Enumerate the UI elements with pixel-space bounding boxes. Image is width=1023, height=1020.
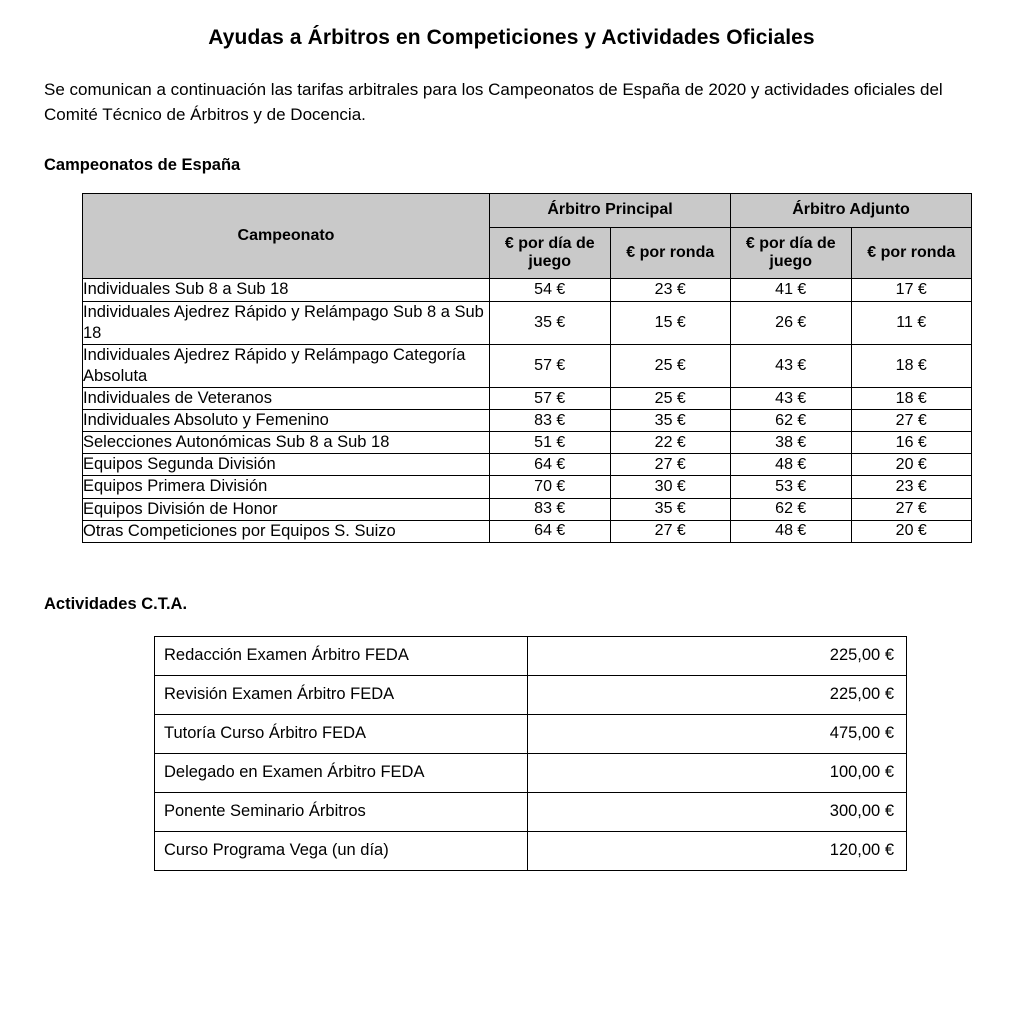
table-row bbox=[83, 344, 972, 387]
header-group-adjunto: Árbitro Adjunto bbox=[731, 194, 972, 227]
row-value: 35 € bbox=[610, 410, 731, 432]
row-value: 18 € bbox=[851, 388, 972, 410]
activity-amount: 300,00 € bbox=[528, 792, 907, 831]
table-row bbox=[83, 301, 972, 344]
championships-table bbox=[82, 193, 972, 542]
activity-label: Redacción Examen Árbitro FEDA bbox=[155, 636, 528, 675]
table-row bbox=[83, 279, 972, 301]
header-principal-dia: € por día de juego bbox=[490, 227, 611, 279]
row-value: 25 € bbox=[610, 344, 731, 387]
row-label: Otras Competiciones por Equipos S. Suizo bbox=[83, 520, 490, 542]
row-value: 48 € bbox=[731, 520, 852, 542]
row-value: 43 € bbox=[731, 388, 852, 410]
activity-amount: 225,00 € bbox=[528, 636, 907, 675]
row-value: 62 € bbox=[731, 410, 852, 432]
row-value: 17 € bbox=[851, 279, 972, 301]
header-adjunto-ronda: € por ronda bbox=[851, 227, 972, 279]
row-label: Individuales Ajedrez Rápido y Relámpago Categoría Absoluta bbox=[83, 344, 490, 387]
row-label: Individuales Sub 8 a Sub 18 bbox=[83, 279, 490, 301]
row-value: 22 € bbox=[610, 432, 731, 454]
row-value: 23 € bbox=[851, 476, 972, 498]
section-heading-championships: Campeonatos de España bbox=[44, 156, 241, 175]
activities-table-body bbox=[155, 636, 907, 870]
table-row bbox=[83, 454, 972, 476]
activity-amount: 225,00 € bbox=[528, 675, 907, 714]
row-value: 35 € bbox=[490, 301, 611, 344]
row-value: 53 € bbox=[731, 476, 852, 498]
header-campeonato: Campeonato bbox=[83, 194, 490, 279]
row-value: 27 € bbox=[851, 410, 972, 432]
row-value: 57 € bbox=[490, 388, 611, 410]
row-value: 83 € bbox=[490, 410, 611, 432]
row-value: 54 € bbox=[490, 279, 611, 301]
row-value: 70 € bbox=[490, 476, 611, 498]
activity-amount: 100,00 € bbox=[528, 753, 907, 792]
row-value: 18 € bbox=[851, 344, 972, 387]
header-principal-ronda: € por ronda bbox=[610, 227, 731, 279]
list-item bbox=[155, 792, 907, 831]
championships-table-body bbox=[83, 279, 972, 542]
table-row bbox=[83, 410, 972, 432]
row-value: 27 € bbox=[610, 520, 731, 542]
row-value: 57 € bbox=[490, 344, 611, 387]
table-header-row-groups bbox=[83, 194, 972, 227]
championships-table-wrapper bbox=[82, 193, 979, 542]
row-value: 38 € bbox=[731, 432, 852, 454]
activity-label: Revisión Examen Árbitro FEDA bbox=[155, 675, 528, 714]
row-label: Equipos Segunda División bbox=[83, 454, 490, 476]
row-value: 83 € bbox=[490, 498, 611, 520]
list-item bbox=[155, 636, 907, 675]
row-value: 27 € bbox=[610, 454, 731, 476]
table-row bbox=[83, 498, 972, 520]
row-value: 35 € bbox=[610, 498, 731, 520]
row-value: 11 € bbox=[851, 301, 972, 344]
activities-table bbox=[154, 636, 907, 871]
table-row bbox=[83, 432, 972, 454]
row-value: 15 € bbox=[610, 301, 731, 344]
row-label: Equipos Primera División bbox=[83, 476, 490, 498]
list-item bbox=[155, 753, 907, 792]
championships-table-head bbox=[83, 194, 972, 279]
page-title: Ayudas a Árbitros en Competiciones y Actividades Oficiales bbox=[208, 26, 815, 49]
activity-label: Ponente Seminario Árbitros bbox=[155, 792, 528, 831]
header-group-principal: Árbitro Principal bbox=[490, 194, 731, 227]
row-label: Equipos División de Honor bbox=[83, 498, 490, 520]
activity-amount: 475,00 € bbox=[528, 714, 907, 753]
row-value: 51 € bbox=[490, 432, 611, 454]
row-value: 64 € bbox=[490, 454, 611, 476]
row-value: 23 € bbox=[610, 279, 731, 301]
activity-label: Tutoría Curso Árbitro FEDA bbox=[155, 714, 528, 753]
list-item bbox=[155, 714, 907, 753]
row-value: 26 € bbox=[731, 301, 852, 344]
row-value: 20 € bbox=[851, 520, 972, 542]
row-value: 62 € bbox=[731, 498, 852, 520]
activity-label: Curso Programa Vega (un día) bbox=[155, 831, 528, 870]
list-item bbox=[155, 675, 907, 714]
row-value: 43 € bbox=[731, 344, 852, 387]
row-value: 25 € bbox=[610, 388, 731, 410]
activity-label: Delegado en Examen Árbitro FEDA bbox=[155, 753, 528, 792]
row-value: 48 € bbox=[731, 454, 852, 476]
row-label: Individuales de Veteranos bbox=[83, 388, 490, 410]
row-label: Individuales Absoluto y Femenino bbox=[83, 410, 490, 432]
activity-amount: 120,00 € bbox=[528, 831, 907, 870]
row-label: Individuales Ajedrez Rápido y Relámpago Sub 8 a Sub 18 bbox=[83, 301, 490, 344]
header-adjunto-dia: € por día de juego bbox=[731, 227, 852, 279]
row-value: 20 € bbox=[851, 454, 972, 476]
section-heading-activities: Actividades C.T.A. bbox=[44, 594, 188, 613]
row-value: 30 € bbox=[610, 476, 731, 498]
list-item bbox=[155, 831, 907, 870]
table-row bbox=[83, 388, 972, 410]
intro-paragraph: Se comunican a continuación las tarifas arbitrales para los Campeonatos de España de 2020 y actividades oficiales del Comité Técnico de Árbitros y de Docencia. bbox=[44, 80, 943, 124]
table-row bbox=[83, 476, 972, 498]
row-label: Selecciones Autonómicas Sub 8 a Sub 18 bbox=[83, 432, 490, 454]
table-row bbox=[83, 520, 972, 542]
row-value: 41 € bbox=[731, 279, 852, 301]
row-value: 27 € bbox=[851, 498, 972, 520]
activities-table-wrapper bbox=[154, 636, 979, 871]
row-value: 16 € bbox=[851, 432, 972, 454]
row-value: 64 € bbox=[490, 520, 611, 542]
